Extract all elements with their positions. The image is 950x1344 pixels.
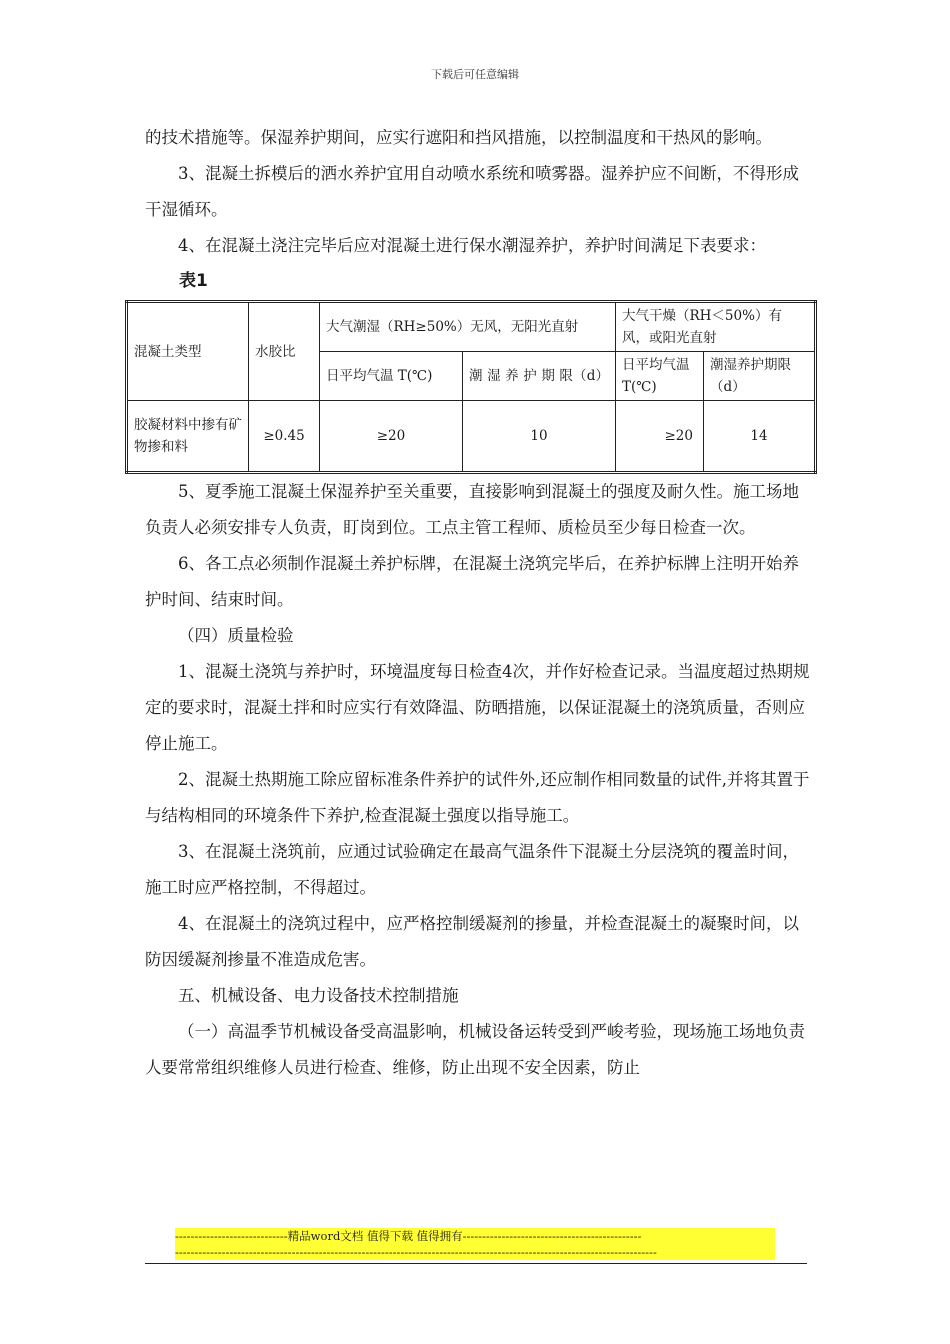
table-header-row [127, 302, 816, 352]
cell-concrete-type: 胶凝材料中掺有矿物掺和料 [127, 401, 249, 473]
footer-banner [175, 1228, 775, 1260]
cell-ratio: ≥0.45 [249, 401, 320, 473]
header-humid-condition: 大气潮湿（RH≥50%）无风，无阳光直射 [320, 302, 616, 352]
paragraph: 3、混凝土拆模后的洒水养护宜用自动喷水系统和喷雾器。湿养护应不间断，不得形成干湿循环。 [145, 164, 799, 219]
footer-line-1: -----------------------------精品word文档 值得下载 值得拥有---------------------------------------------- [175, 1229, 642, 1243]
cell-period-2: 14 [704, 401, 816, 473]
paragraph: 4、在混凝土浇注完毕后应对混凝土进行保水潮湿养护，养护时间满足下表要求： [178, 236, 766, 255]
section-heading: （四）质量检验 [178, 626, 294, 645]
header-water-binder-ratio: 水胶比 [249, 302, 320, 401]
paragraph: 3、在混凝土浇筑前，应通过试验确定在最高气温条件下混凝土分层浇筑的覆盖时间，施工时应严格控制，不得超过。 [145, 842, 799, 897]
header-curing-period-2: 潮湿养护期限（d） [704, 352, 816, 401]
paragraph: 2、混凝土热期施工除应留标准条件养护的试件外,还应制作相同数量的试件,并将其置于与结构相同的环境条件下养护,检查混凝土强度以指导施工。 [145, 770, 810, 825]
table-row [127, 401, 816, 473]
paragraph: 的技术措施等。保湿养护期间，应实行遮阳和挡风措施，以控制温度和干热风的影响。 [145, 128, 772, 147]
header-dry-condition: 大气干燥（RH＜50%）有风，或阳光直射 [616, 302, 816, 352]
paragraph: 5、夏季施工混凝土保湿养护至关重要，直接影响到混凝土的强度及耐久性。施工场地负责人必须安排专人负责，盯岗到位。工点主管工程师、质检员至少每日检查一次。 [145, 482, 799, 537]
cell-period-1: 10 [463, 401, 616, 473]
header-concrete-type: 混凝土类型 [127, 302, 249, 401]
footer-line-2: ---------------------------------------------------------------------------------------------------------------------------- [175, 1245, 657, 1259]
document-body [134, 120, 810, 1086]
table-title: 表1 [179, 271, 208, 291]
paragraph: 6、各工点必须制作混凝土养护标牌，在混凝土浇筑完毕后，在养护标牌上注明开始养护时间、结束时间。 [145, 554, 799, 609]
section-heading: 五、机械设备、电力设备技术控制措施 [178, 986, 459, 1005]
paragraph: 1、混凝土浇筑与养护时，环境温度每日检查4次，并作好检查记录。当温度超过热期规定的要求时，混凝土拌和时应实行有效降温、防晒措施，以保证混凝土的浇筑质量，否则应停止施工。 [145, 662, 810, 753]
footer-rule [145, 1263, 807, 1264]
header-avg-temp-1: 日平均气温 T(℃) [320, 352, 463, 401]
paragraph: 4、在混凝土的浇筑过程中，应严格控制缓凝剂的掺量，并检查混凝土的凝聚时间，以防因缓凝剂掺量不准造成危害。 [145, 914, 799, 969]
cell-temp-2: ≥20 [616, 401, 704, 473]
header-avg-temp-2: 日平均气温 T(℃) [616, 352, 704, 401]
cell-temp-1: ≥20 [320, 401, 463, 473]
paragraph: （一）高温季节机械设备受高温影响，机械设备运转受到严峻考验，现场施工场地负责人要常常组织维修人员进行检查、维修，防止出现不安全因素，防止 [145, 1022, 805, 1077]
curing-table [125, 300, 817, 474]
header-curing-period-1: 潮 湿 养 护 期 限（d） [463, 352, 616, 401]
page-header: 下载后可任意编辑 [431, 68, 519, 81]
